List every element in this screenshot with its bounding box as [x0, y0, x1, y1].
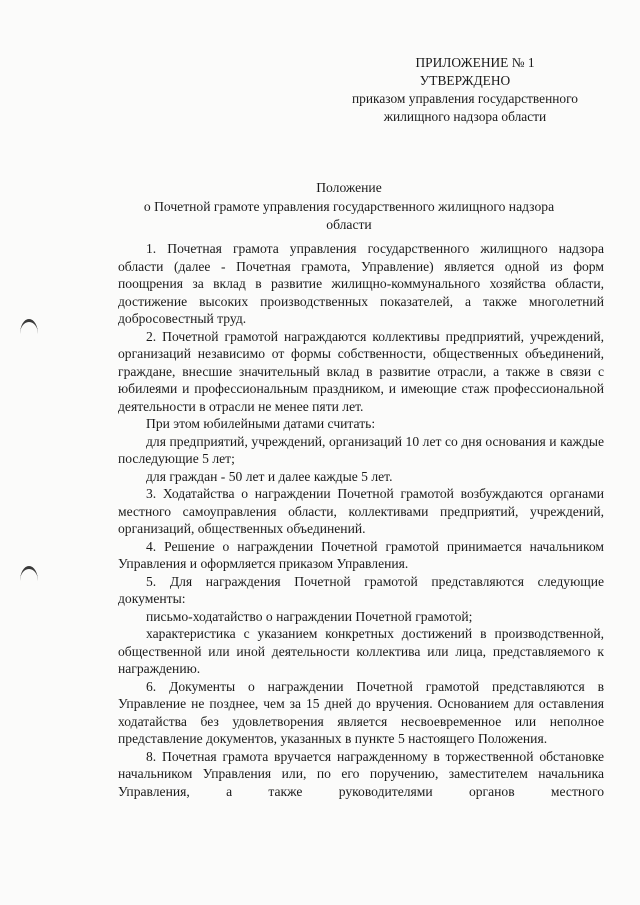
punch-hole-mark — [20, 319, 38, 334]
document-body — [118, 240, 604, 800]
approval-header — [330, 54, 600, 126]
paragraph: для граждан - 50 лет и далее каждые 5 лет. — [146, 468, 393, 484]
paragraph: 3. Ходатайства о награждении Почетной грамотой возбуждаются органами местного самоуправления области, коллективами предприятий, учреждений, организаций, общественных объединений. — [118, 486, 604, 536]
paragraph: 6. Документы о награждении Почетной грамотой представляются в Управление не позднее, чем за 15 дней до вручения. Основанием для оставления ходатайства без удовлетворения является несвоевременное или неполное представление документов, указанных в пункте 5 настоящего Положения. — [118, 678, 604, 746]
document-title — [110, 179, 588, 235]
paragraph: характеристика с указанием конкретных достижений в производственной, общественной или иной деятельности коллектива или лица, представляемого к награждению. — [118, 626, 604, 676]
paragraph: 2. Почетной грамотой награждаются коллективы предприятий, учреждений, организаций независимо от формы собственности, общественных объединений, граждане, внесшие значительный вклад в развитие отрасли, а также в связи с юбилеями и профессиональным праздником, и имеющие стаж профессиональной деятельности в отрасли не менее пяти лет. — [118, 328, 604, 414]
approval-authority-line: жилищного надзора области — [383, 109, 547, 124]
title-line: Положение — [316, 180, 382, 195]
paragraph: При этом юбилейными датами считать: — [146, 416, 376, 431]
paragraph: 1. Почетная грамота управления государственного жилищного надзора области (далее - Почетная грамота, Управление) является одной из форм поощрения за вклад в развитие жилищно-коммунального хозяйства области, достижение высоких производственных показателей, а также многолетний добросовестный труд. — [118, 241, 604, 326]
paragraph: письмо-ходатайство о награждении Почетной грамотой; — [146, 608, 473, 624]
title-line: о Почетной грамоте управления государственного жилищного надзора — [143, 198, 555, 214]
paragraph: для предприятий, учреждений, организаций 10 лет со дня основания и каждые последующие 5 лет; — [118, 433, 604, 466]
paragraph: 5. Для награждения Почетной грамотой представляются следующие документы: — [118, 573, 604, 606]
paragraph: 8. Почетная грамота вручается награжденному в торжественной обстановке начальником Управления или, по его поручению, заместителем начальника Управления, а также руководителями органов местного — [118, 748, 604, 799]
appendix-number: ПРИЛОЖЕНИЕ № 1 — [415, 55, 535, 70]
approval-order-line: приказом управления государственного — [352, 91, 578, 106]
paragraph: 4. Решение о награждении Почетной грамотой принимается начальником Управления и оформляется приказом Управления. — [118, 538, 604, 571]
punch-hole-mark — [20, 566, 38, 581]
title-line: области — [326, 217, 372, 232]
approved-label: УТВЕРЖДЕНО — [419, 73, 511, 88]
